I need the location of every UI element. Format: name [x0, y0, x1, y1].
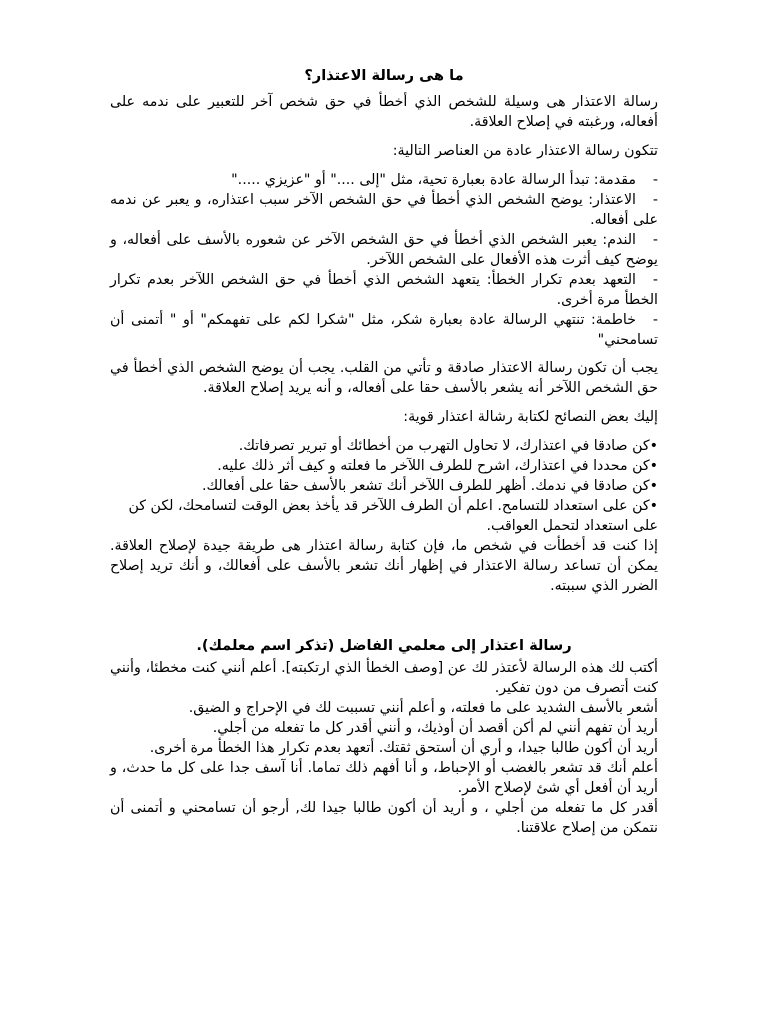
sincerity-paragraph: يجب أن تكون رسالة الاعتذار صادقة و تأتي من القلب. يجب أن يوضح الشخص الذي أخطأ في حق الشخص اللآخر أنه يشعر بالأسف حقا على أفعاله، و أنه يريد إصلاح العلاقة. — [110, 360, 658, 396]
list-item-text: الاعتذار: يوضح الشخص الذي أخطأ في حق الشخص الآخر سبب اعتذاره، و يعبر عن ندمه على أفعاله. — [110, 192, 658, 228]
intro-paragraph: رسالة الاعتذار هى وسيلة للشخص الذي أخطأ في حق شخص آخر للتعبير على ندمه على أفعاله، ورغبته في إصلاح العلاقة. — [110, 94, 658, 130]
letter-section — [110, 636, 658, 838]
list-item: -خاطمة: تنتهي الرسالة عادة بعبارة شكر، مثل "شكرا لكم على تفهمكم" أو " أتمنى أن تسامحني" — [110, 312, 658, 348]
bullet-icon: • — [649, 458, 658, 474]
letter-line: أقدر كل ما تفعله من أجلي ، و أريد أن أكون طالبا جيدا لك, أرجو أن تسامحني و أتمنى أن نتمكن من إصلاح علاقتنا. — [110, 800, 658, 836]
list-item-text: مقدمة: تبدأ الرسالة عادة بعبارة تحية، مثل "إلى ...." أو "عزيزي ....." — [231, 172, 636, 188]
tips-heading: إليك بعض النصائح لكتابة رشالة اعتذار قوية: — [403, 409, 658, 425]
elements-heading: تتكون رسالة الاعتذار عادة من العناصر التالية: — [392, 143, 658, 159]
elements-list — [110, 170, 658, 350]
list-item — [110, 436, 658, 456]
bullet-icon: • — [649, 498, 658, 514]
list-item-text: خاطمة: تنتهي الرسالة عادة بعبارة شكر، مثل "شكرا لكم على تفهمكم" أو " أتمنى أن تسامحني" — [110, 312, 658, 348]
document-title: ما هى رسالة الاعتذار؟ — [304, 67, 464, 84]
list-item: -التعهد بعدم تكرار الخطأ: يتعهد الشخص الذي أخطأ في حق الشخص اللآخر بعدم تكرار الخطأ مرة أخرى. — [110, 272, 658, 308]
list-item-text: كن صادقا في ندمك. أظهر للطرف اللآخر أنك تشعر بالأسف حقا على أفعالك. — [201, 478, 650, 494]
list-item-text: كن محددا في اعتذارك، اشرح للطرف اللآخر ما فعلته و كيف أثر ذلك عليه. — [217, 458, 650, 474]
list-item: -مقدمة: تبدأ الرسالة عادة بعبارة تحية، مثل "إلى ...." أو "عزيزي ....." — [231, 172, 658, 188]
letter-line: أكتب لك هذه الرسالة لأعتذر لك عن [وصف الخطأ الذي ارتكبته]. أعلم أنني كنت مخطئا، وأنني كنت أتصرف من دون تفكير. — [110, 660, 658, 696]
list-item-text: كن على استعداد للتسامح. اعلم أن الطرف اللآخر قد يأخذ بعض الوقت لتسامحك، لكن كن على استعداد لتحمل العواقب. — [128, 498, 658, 534]
list-item: -الاعتذار: يوضح الشخص الذي أخطأ في حق الشخص الآخر سبب اعتذاره، و يعبر عن ندمه على أفعاله. — [110, 192, 658, 228]
list-item — [110, 496, 658, 536]
list-item-text: الندم: يعبر الشخص الذي أخطأ في حق الشخص الآخر عن شعوره بالأسف على أفعاله، و يوضح كيف أثرت هذه الأفعال على الشخص اللآخر. — [110, 232, 658, 268]
letter-line: أعلم أنك قد تشعر بالغضب أو الإحباط، و أنا أفهم ذلك تماما. أنا آسف جدا على كل ما حدث، و أريد أن أفعل أي شئ لإصلاح الأمر. — [110, 760, 658, 796]
list-item-text: كن صادقا في اعتذارك، لا تحاول التهرب من أخطائك أو تبرير تصرفاتك. — [238, 438, 650, 454]
list-item — [110, 456, 658, 476]
letter-line: أريد أن تفهم أنني لم أكن أقصد أن أوذيك، و أنني أقدر كل ما تفعله من أجلي. — [212, 720, 658, 736]
list-item-text: التعهد بعدم تكرار الخطأ: يتعهد الشخص الذي أخطأ في حق الشخص اللآخر بعدم تكرار الخطأ مرة أخرى. — [110, 272, 658, 308]
list-item — [110, 476, 658, 496]
letter-title: رسالة اعتذار إلى معلمي الفاضل (تذكر اسم معلمك). — [196, 637, 572, 654]
letter-line: أريد أن أكون طالبا جيدا، و أري أن أستحق ثقتك. أتعهد بعدم تكرار هذا الخطأ مرة أخرى. — [149, 740, 658, 756]
tips-list — [110, 436, 658, 536]
letter-line: أشعر بالأسف الشديد على ما فعلته، و أعلم أنني تسببت لك في الإحراج و الضيق. — [188, 700, 658, 716]
bullet-icon: • — [649, 438, 658, 454]
bullet-icon: • — [649, 478, 658, 494]
list-item: -الندم: يعبر الشخص الذي أخطأ في حق الشخص الآخر عن شعوره بالأسف على أفعاله، و يوضح كيف أثرت هذه الأفعال على الشخص اللآخر. — [110, 232, 658, 268]
conclusion-paragraph: إذا كنت قد أخطأت في شخص ما، فإن كتابة رسالة اعتذار هى طريقة جيدة لإصلاح العلاقة. يمكن أن تساعد رسالة الاعتذار في إظهار أنك تشعر بالأسف على أفعالك، و أنك تريد إصلاح الضرر الذي سببته. — [110, 538, 658, 594]
